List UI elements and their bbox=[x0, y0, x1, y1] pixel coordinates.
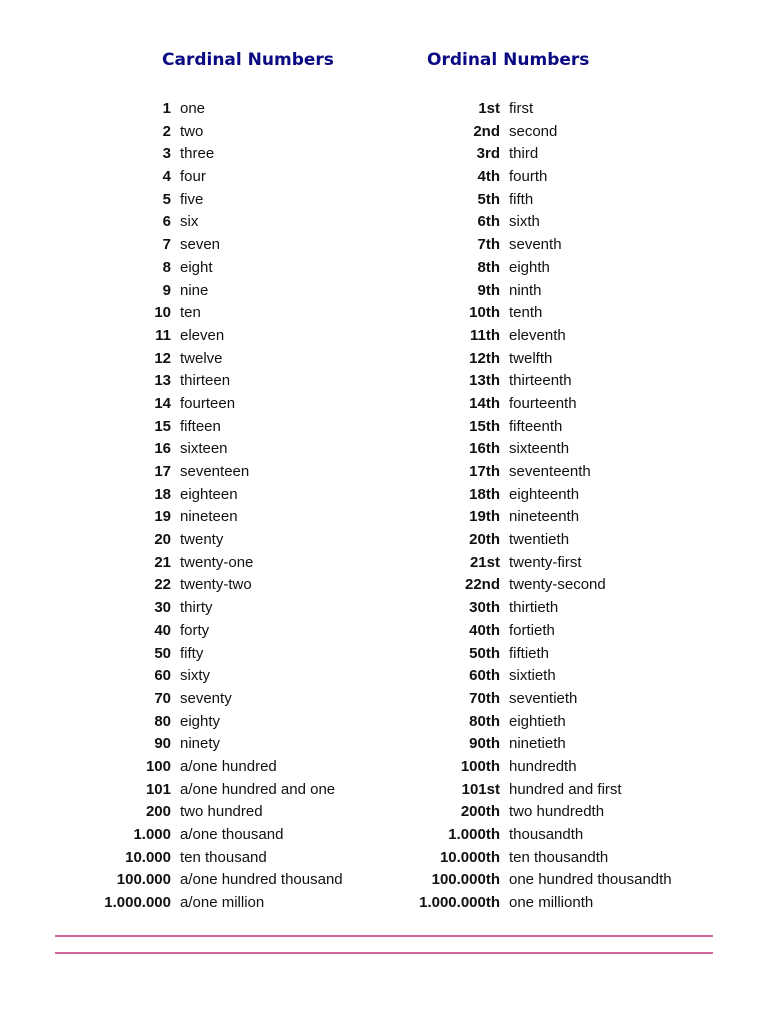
cardinal-row bbox=[0, 892, 380, 915]
ordinal-row bbox=[330, 416, 710, 439]
cardinal-row-number: 13 bbox=[154, 372, 171, 390]
ordinal-row-number: 6th bbox=[477, 213, 500, 231]
cardinal-row-number: 15 bbox=[154, 417, 171, 435]
ordinal-row-number: 5th bbox=[477, 190, 500, 208]
ordinal-row-word: hundred and first bbox=[509, 780, 622, 798]
ordinal-row-word: fourth bbox=[509, 168, 548, 186]
cardinal-row-number: 3 bbox=[162, 145, 171, 163]
cardinal-row-word: seventy bbox=[180, 689, 232, 707]
cardinal-row-number: 80 bbox=[154, 712, 171, 730]
cardinal-row-word: five bbox=[180, 190, 204, 208]
cardinal-row bbox=[0, 211, 380, 234]
ordinal-row-number: 1.000.000th bbox=[419, 894, 500, 912]
ordinal-row bbox=[330, 461, 710, 484]
ordinal-row-number: 11th bbox=[469, 326, 500, 344]
ordinal-row-number: 22nd bbox=[464, 576, 500, 594]
cardinal-row bbox=[0, 166, 380, 189]
ordinal-row bbox=[330, 643, 710, 666]
cardinal-row-word: four bbox=[180, 168, 206, 186]
cardinal-row-number: 40 bbox=[154, 621, 171, 639]
cardinal-row bbox=[0, 189, 380, 212]
cardinal-row-word: seventeen bbox=[180, 463, 250, 480]
cardinal-row bbox=[0, 121, 380, 144]
cardinal-row-word: a/one thousand bbox=[180, 826, 284, 843]
ordinal-row-word: thousandth bbox=[509, 826, 584, 843]
cardinal-row-word: a/one hundred thousand bbox=[180, 871, 343, 889]
ordinal-row-number: 200th bbox=[460, 803, 500, 821]
ordinal-row-number: 1st bbox=[478, 100, 500, 117]
cardinal-row bbox=[0, 847, 380, 870]
ordinal-row-number: 100.000th bbox=[431, 871, 500, 889]
cardinal-row-word: twenty bbox=[180, 531, 224, 549]
ordinal-row-word: ninth bbox=[509, 281, 542, 299]
ordinal-row-word: thirtieth bbox=[509, 599, 559, 617]
ordinal-numbers-heading: Ordinal Numbers bbox=[427, 50, 590, 70]
cardinal-row bbox=[0, 393, 380, 416]
ordinal-row-word: seventh bbox=[509, 236, 562, 254]
ordinal-row-number: 3rd bbox=[476, 145, 500, 163]
cardinal-row-word: eighteen bbox=[180, 485, 238, 503]
cardinal-row bbox=[0, 620, 380, 643]
cardinal-row-number: 19 bbox=[154, 508, 171, 526]
cardinal-row-number: 100 bbox=[145, 757, 171, 775]
ordinal-row-number: 8th bbox=[477, 258, 500, 276]
cardinal-row-number: 101 bbox=[145, 780, 171, 798]
cardinal-row bbox=[0, 257, 380, 280]
ordinal-row-word: thirteenth bbox=[509, 372, 572, 390]
ordinal-row-word: eleventh bbox=[509, 326, 566, 344]
cardinal-row-number: 12 bbox=[154, 349, 171, 367]
ordinal-row bbox=[330, 869, 710, 892]
ordinal-row-word: fiftieth bbox=[509, 644, 550, 662]
ordinal-row-number: 12th bbox=[469, 349, 500, 367]
cardinal-row-number: 21 bbox=[154, 553, 171, 571]
ordinal-row-word: two hundredth bbox=[509, 803, 605, 821]
cardinal-row-word: a/one million bbox=[180, 894, 265, 912]
ordinal-row-number: 9th bbox=[477, 281, 500, 299]
ordinal-row bbox=[330, 234, 710, 257]
ordinal-row-word: ninetieth bbox=[509, 735, 566, 753]
cardinal-row bbox=[0, 711, 380, 734]
ordinal-row bbox=[330, 711, 710, 734]
cardinal-row-number: 18 bbox=[154, 485, 171, 503]
ordinal-row-word: fortieth bbox=[509, 621, 555, 639]
ordinal-row-word: first bbox=[509, 100, 534, 117]
ordinal-row bbox=[330, 574, 710, 597]
ordinal-row bbox=[330, 665, 710, 688]
cardinal-row-number: 200 bbox=[145, 803, 171, 821]
cardinal-row-word: ten bbox=[180, 304, 201, 322]
cardinal-row bbox=[0, 824, 380, 847]
ordinal-row-word: eighth bbox=[509, 258, 550, 276]
cardinal-row-word: six bbox=[180, 213, 199, 231]
cardinal-row bbox=[0, 733, 380, 756]
ordinal-row-number: 7th bbox=[477, 236, 500, 254]
ordinal-row bbox=[330, 98, 710, 121]
ordinal-row-number: 40th bbox=[469, 621, 500, 639]
cardinal-row-word: one bbox=[180, 100, 206, 117]
cardinal-row-number: 50 bbox=[154, 644, 171, 662]
cardinal-row-number: 4 bbox=[162, 168, 171, 186]
ordinal-row bbox=[330, 370, 710, 393]
cardinal-numbers-heading: Cardinal Numbers bbox=[162, 50, 334, 70]
ordinal-row bbox=[330, 189, 710, 212]
ordinal-row bbox=[330, 733, 710, 756]
cardinal-row-word: eighty bbox=[180, 712, 221, 730]
cardinal-row bbox=[0, 370, 380, 393]
cardinal-row-number: 20 bbox=[154, 531, 171, 549]
cardinal-row bbox=[0, 756, 380, 779]
cardinal-row bbox=[0, 302, 380, 325]
ordinal-row-word: twelfth bbox=[509, 349, 553, 367]
cardinal-numbers-list bbox=[0, 98, 380, 915]
ordinal-row bbox=[330, 211, 710, 234]
cardinal-row-word: fifteen bbox=[180, 417, 221, 435]
cardinal-row-word: fifty bbox=[180, 644, 204, 662]
ordinal-row-number: 14th bbox=[469, 394, 500, 412]
cardinal-row bbox=[0, 234, 380, 257]
cardinal-row-word: eleven bbox=[180, 326, 225, 344]
cardinal-row-word: nine bbox=[180, 281, 209, 299]
cardinal-row-number: 6 bbox=[162, 213, 171, 231]
ordinal-row-word: twentieth bbox=[509, 531, 570, 549]
cardinal-row bbox=[0, 484, 380, 507]
ordinal-row bbox=[330, 302, 710, 325]
cardinal-row-number: 16 bbox=[154, 440, 171, 458]
ordinal-row-number: 20th bbox=[469, 531, 500, 549]
ordinal-row bbox=[330, 484, 710, 507]
ordinal-row-word: third bbox=[509, 145, 539, 163]
cardinal-row-word: sixty bbox=[180, 667, 210, 685]
cardinal-row-number: 8 bbox=[162, 258, 171, 276]
cardinal-row bbox=[0, 552, 380, 575]
cardinal-row-word: forty bbox=[180, 621, 210, 639]
ordinal-row-word: seventeenth bbox=[509, 463, 591, 480]
ordinal-row-number: 4th bbox=[477, 168, 500, 186]
ordinal-row bbox=[330, 529, 710, 552]
cardinal-row bbox=[0, 779, 380, 802]
ordinal-row-number: 1.000th bbox=[448, 826, 500, 843]
cardinal-row bbox=[0, 869, 380, 892]
cardinal-row-word: three bbox=[180, 145, 215, 163]
ordinal-numbers-list bbox=[330, 98, 710, 915]
ordinal-row-word: sixteenth bbox=[509, 440, 570, 458]
ordinal-row bbox=[330, 506, 710, 529]
ordinal-row-word: one hundred thousandth bbox=[509, 871, 672, 889]
ordinal-row-word: seventieth bbox=[509, 689, 578, 707]
cardinal-row-number: 1.000.000 bbox=[104, 894, 171, 912]
cardinal-row-number: 5 bbox=[162, 190, 171, 208]
cardinal-row-word: nineteen bbox=[180, 508, 238, 526]
ordinal-row-number: 100th bbox=[460, 757, 500, 775]
ordinal-row bbox=[330, 847, 710, 870]
cardinal-row-number: 14 bbox=[154, 394, 171, 412]
cardinal-row-word: seven bbox=[180, 236, 221, 254]
ordinal-row bbox=[330, 121, 710, 144]
ordinal-row bbox=[330, 756, 710, 779]
ordinal-row-word: twenty-first bbox=[509, 553, 582, 571]
ordinal-row-number: 30th bbox=[469, 599, 500, 617]
cardinal-row-word: ninety bbox=[180, 735, 221, 753]
cardinal-row-number: 100.000 bbox=[116, 871, 171, 889]
cardinal-row-number: 30 bbox=[154, 599, 171, 617]
ordinal-row-number: 17th bbox=[469, 463, 500, 480]
cardinal-row bbox=[0, 597, 380, 620]
ordinal-row bbox=[330, 597, 710, 620]
ordinal-row-number: 21st bbox=[469, 553, 500, 571]
cardinal-row-word: twenty-one bbox=[180, 553, 254, 571]
cardinal-row bbox=[0, 665, 380, 688]
ordinal-row bbox=[330, 257, 710, 280]
cardinal-row-number: 11 bbox=[155, 326, 171, 344]
cardinal-row-number: 60 bbox=[154, 667, 171, 685]
cardinal-row bbox=[0, 688, 380, 711]
ordinal-row bbox=[330, 438, 710, 461]
ordinal-row-word: eightieth bbox=[509, 712, 566, 730]
ordinal-row-word: second bbox=[509, 122, 558, 140]
ordinal-row-number: 2nd bbox=[473, 122, 500, 140]
cardinal-row-word: ten thousand bbox=[180, 848, 267, 866]
ordinal-row bbox=[330, 620, 710, 643]
ordinal-row-number: 15th bbox=[469, 417, 500, 435]
ordinal-row-number: 16th bbox=[469, 440, 500, 458]
cardinal-row bbox=[0, 143, 380, 166]
ordinal-row bbox=[330, 824, 710, 847]
ordinal-row-number: 10th bbox=[469, 304, 500, 322]
ordinal-row-word: fifteenth bbox=[509, 417, 563, 435]
cardinal-row bbox=[0, 416, 380, 439]
ordinal-row-word: sixtieth bbox=[509, 667, 556, 685]
cardinal-row bbox=[0, 280, 380, 303]
ordinal-row-word: eighteenth bbox=[509, 485, 580, 503]
ordinal-row bbox=[330, 393, 710, 416]
ordinal-row-word: fifth bbox=[509, 190, 534, 208]
cardinal-row-word: a/one hundred and one bbox=[180, 780, 336, 798]
cardinal-row-number: 22 bbox=[154, 576, 171, 594]
cardinal-row-number: 90 bbox=[154, 735, 171, 753]
ordinal-row-word: tenth bbox=[509, 304, 543, 322]
cardinal-row-word: eight bbox=[180, 258, 213, 276]
ordinal-row-number: 13th bbox=[469, 372, 500, 390]
cardinal-row bbox=[0, 438, 380, 461]
cardinal-row-number: 17 bbox=[154, 463, 171, 480]
cardinal-row-number: 1 bbox=[162, 100, 171, 117]
cardinal-row-word: a/one hundred bbox=[180, 757, 277, 775]
cardinal-row-word: two hundred bbox=[180, 803, 263, 821]
footer-rule-bottom bbox=[55, 952, 713, 954]
cardinal-row-word: thirteen bbox=[180, 372, 231, 390]
ordinal-row bbox=[330, 166, 710, 189]
ordinal-row bbox=[330, 892, 710, 915]
cardinal-row-number: 2 bbox=[162, 122, 171, 140]
ordinal-row-number: 10.000th bbox=[439, 848, 500, 866]
ordinal-row bbox=[330, 779, 710, 802]
ordinal-row-word: ten thousandth bbox=[509, 848, 609, 866]
ordinal-row-word: sixth bbox=[509, 213, 540, 231]
ordinal-row-word: fourteenth bbox=[509, 394, 577, 412]
cardinal-row-number: 70 bbox=[154, 689, 171, 707]
ordinal-row-word: twenty-second bbox=[509, 576, 606, 594]
cardinal-row-number: 1.000 bbox=[133, 826, 171, 843]
ordinal-row-number: 90th bbox=[469, 735, 500, 753]
cardinal-row-number: 10.000 bbox=[125, 848, 171, 866]
ordinal-row-number: 80th bbox=[469, 712, 500, 730]
cardinal-row bbox=[0, 529, 380, 552]
ordinal-row bbox=[330, 325, 710, 348]
cardinal-row-word: two bbox=[180, 122, 204, 140]
cardinal-row-number: 7 bbox=[162, 236, 171, 254]
ordinal-row-word: hundredth bbox=[509, 757, 577, 775]
cardinal-row bbox=[0, 801, 380, 824]
ordinal-row-number: 19th bbox=[469, 508, 500, 526]
cardinal-row-word: twelve bbox=[180, 349, 223, 367]
cardinal-row-word: sixteen bbox=[180, 440, 228, 458]
ordinal-row-number: 70th bbox=[469, 689, 500, 707]
ordinal-row-word: nineteenth bbox=[509, 508, 580, 526]
cardinal-row-word: thirty bbox=[180, 599, 213, 617]
ordinal-row bbox=[330, 801, 710, 824]
ordinal-row-number: 101st bbox=[461, 780, 500, 798]
cardinal-row bbox=[0, 574, 380, 597]
cardinal-row-word: fourteen bbox=[180, 394, 236, 412]
cardinal-row-number: 9 bbox=[162, 281, 171, 299]
ordinal-row-word: one millionth bbox=[509, 894, 594, 912]
ordinal-row-number: 18th bbox=[469, 485, 500, 503]
cardinal-row-number: 10 bbox=[154, 304, 171, 322]
ordinal-row bbox=[330, 280, 710, 303]
cardinal-row bbox=[0, 98, 380, 121]
cardinal-row-word: twenty-two bbox=[180, 576, 252, 594]
cardinal-row bbox=[0, 348, 380, 371]
cardinal-row bbox=[0, 643, 380, 666]
ordinal-row bbox=[330, 552, 710, 575]
cardinal-row bbox=[0, 461, 380, 484]
ordinal-row-number: 50th bbox=[469, 644, 500, 662]
ordinal-row bbox=[330, 348, 710, 371]
footer-rule-top bbox=[55, 935, 713, 937]
ordinal-row-number: 60th bbox=[469, 667, 500, 685]
ordinal-row bbox=[330, 143, 710, 166]
cardinal-row bbox=[0, 325, 380, 348]
cardinal-row bbox=[0, 506, 380, 529]
ordinal-row bbox=[330, 688, 710, 711]
